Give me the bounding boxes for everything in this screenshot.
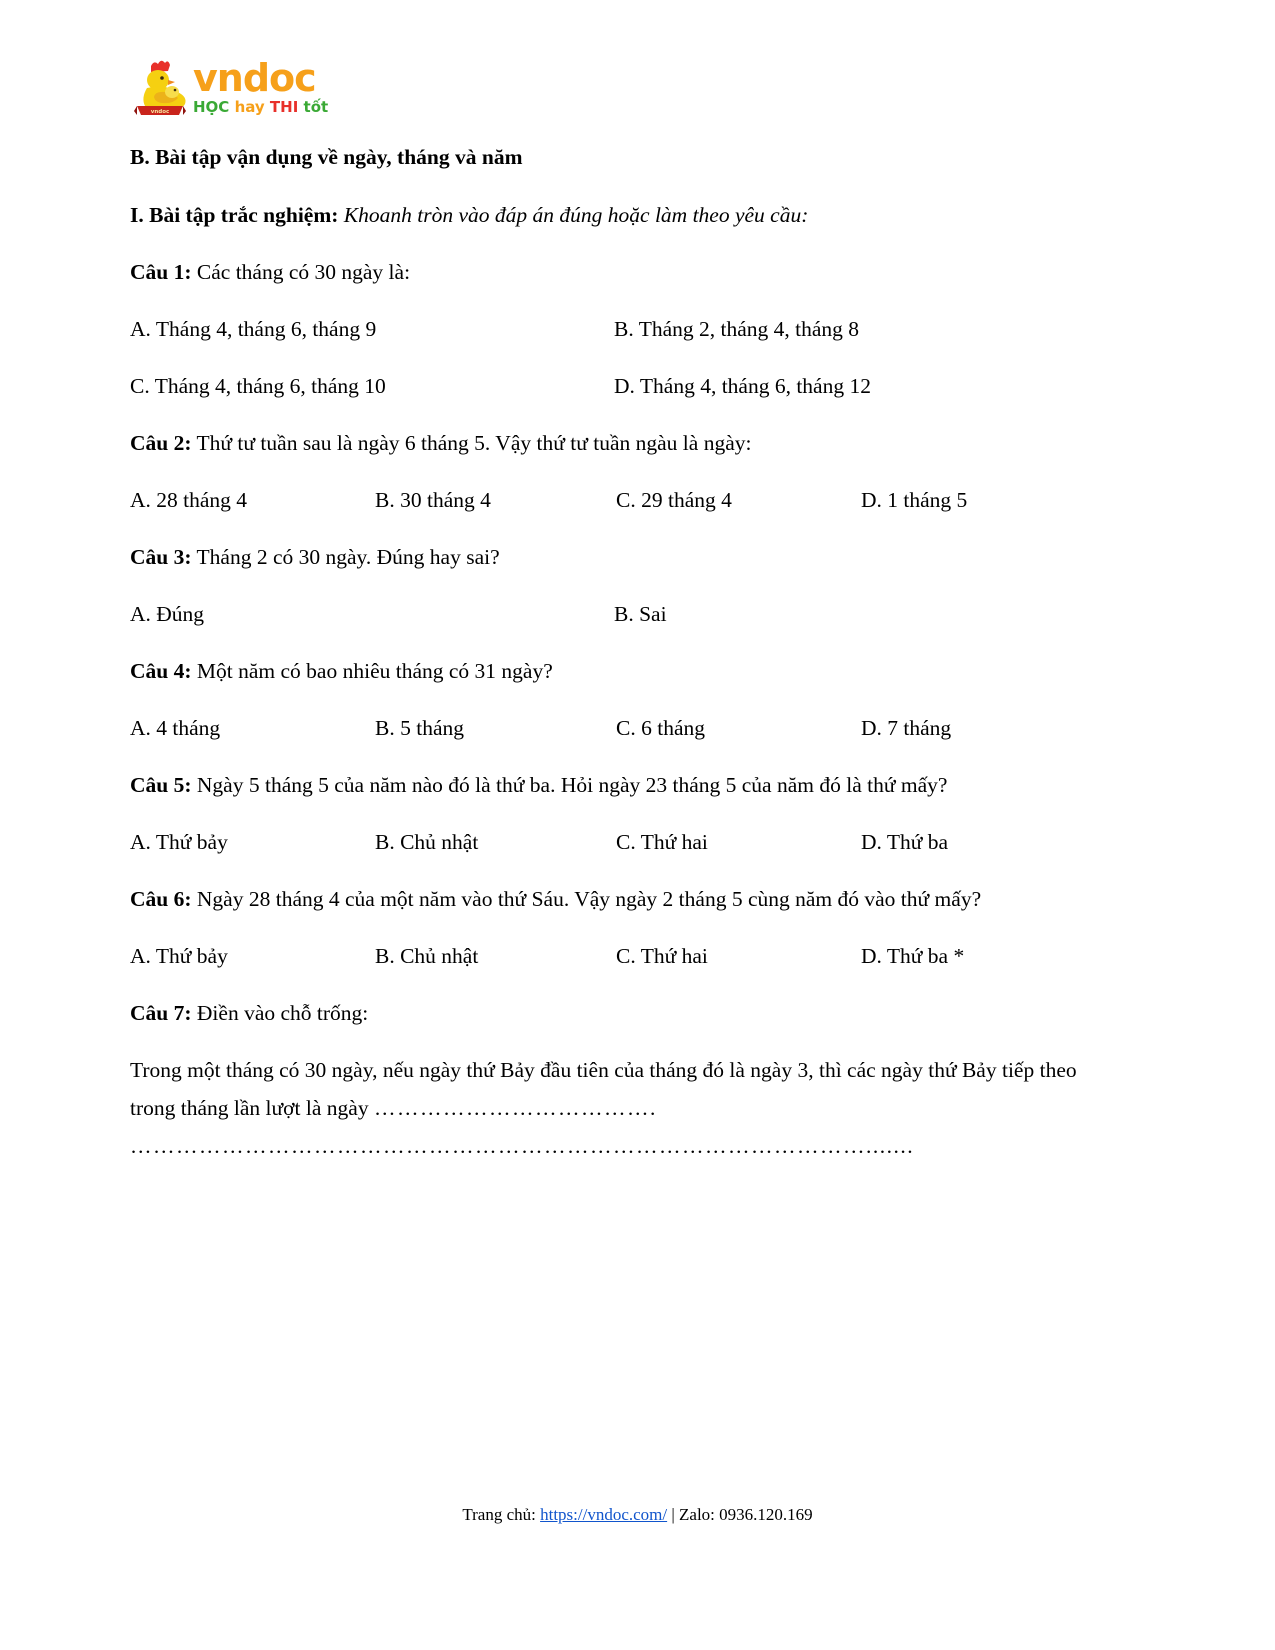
question-2-option-a[interactable]: A. 28 tháng 4 xyxy=(130,488,248,512)
tagline-thi: THI xyxy=(269,98,299,116)
question-4 xyxy=(130,652,1090,690)
chick-mascot-icon xyxy=(131,58,189,120)
vndoc-logo[interactable] xyxy=(131,58,328,128)
question-3-options-row xyxy=(130,595,1090,633)
question-4-label: Câu 4: xyxy=(130,659,192,683)
question-6-options-row xyxy=(130,937,1090,975)
question-2-text: Thứ tư tuần sau là ngày 6 tháng 5. Vậy thứ tư tuần ngàu là ngày: xyxy=(191,431,752,455)
question-5-option-d[interactable]: D. Thứ ba xyxy=(861,830,949,854)
tagline-hoc: HỌC xyxy=(193,98,230,116)
question-5-text: Ngày 5 tháng 5 của năm nào đó là thứ ba. Hỏi ngày 23 tháng 5 của năm đó là thứ mấy? xyxy=(191,773,948,797)
question-3-label: Câu 3: xyxy=(130,545,192,569)
question-5-label: Câu 5: xyxy=(130,773,192,797)
question-1 xyxy=(130,253,1090,291)
section-heading: B. Bài tập vận dụng về ngày, tháng và năm xyxy=(130,145,523,169)
part-instruction: Khoanh tròn vào đáp án đúng hoặc làm theo yêu cầu: xyxy=(338,203,809,227)
question-3-option-a[interactable]: A. Đúng xyxy=(130,602,205,626)
logo-tagline xyxy=(193,98,328,116)
question-2-label: Câu 2: xyxy=(130,431,192,455)
footer-prefix: Trang chủ: xyxy=(462,1505,541,1524)
fill-in-blank-2[interactable]: ……………………………………………………………………………………....... xyxy=(130,1134,915,1158)
logo-wordmark: vndoc xyxy=(193,56,316,100)
question-5 xyxy=(130,766,1090,804)
question-7-text: Điền vào chỗ trống: xyxy=(191,1001,369,1025)
svg-text:vndoc: vndoc xyxy=(150,109,170,115)
question-4-options-row xyxy=(130,709,1090,747)
part-instruction-line xyxy=(130,196,1090,234)
question-5-option-c[interactable]: C. Thứ hai xyxy=(616,830,708,854)
question-2-options-row xyxy=(130,481,1090,519)
question-1-option-c[interactable]: C. Tháng 4, tháng 6, tháng 10 xyxy=(130,374,386,398)
question-1-option-a[interactable]: A. Tháng 4, tháng 6, tháng 9 xyxy=(130,317,377,341)
question-1-option-b[interactable]: B. Tháng 2, tháng 4, tháng 8 xyxy=(614,317,860,341)
footer-suffix: | Zalo: 0936.120.169 xyxy=(667,1505,813,1524)
question-7 xyxy=(130,994,1090,1032)
document-body xyxy=(130,140,1090,1165)
tagline-tot: tốt xyxy=(303,98,329,116)
question-6-label: Câu 6: xyxy=(130,887,192,911)
part-label: I. Bài tập trắc nghiệm: xyxy=(130,203,339,227)
question-6-option-d[interactable]: D. Thứ ba * xyxy=(861,944,965,968)
page-footer xyxy=(0,1505,1275,1525)
fill-in-blank-1[interactable]: ………………………………. xyxy=(373,1096,657,1120)
question-1-options-row-2 xyxy=(130,367,1090,405)
question-3-option-b[interactable]: B. Sai xyxy=(614,602,667,626)
tagline-hay: hay xyxy=(234,98,265,116)
footer-homepage-link[interactable]: https://vndoc.com/ xyxy=(540,1505,668,1524)
logo-text xyxy=(193,58,328,116)
question-5-option-b[interactable]: B. Chủ nhật xyxy=(375,830,479,854)
question-2 xyxy=(130,424,1090,462)
question-1-text: Các tháng có 30 ngày là: xyxy=(191,260,411,284)
question-6-option-a[interactable]: A. Thứ bảy xyxy=(130,944,228,968)
question-1-options-row-1 xyxy=(130,310,1090,348)
question-2-option-d[interactable]: D. 1 tháng 5 xyxy=(861,488,968,512)
question-5-options-row xyxy=(130,823,1090,861)
question-4-option-a[interactable]: A. 4 tháng xyxy=(130,716,221,740)
question-5-option-a[interactable]: A. Thứ bảy xyxy=(130,830,228,854)
question-6-text: Ngày 28 tháng 4 của một năm vào thứ Sáu. Vậy ngày 2 tháng 5 cùng năm đó vào thứ mấy? xyxy=(191,887,982,911)
question-4-option-b[interactable]: B. 5 tháng xyxy=(375,716,464,740)
question-4-option-d[interactable]: D. 7 tháng xyxy=(861,716,952,740)
fill-in-paragraph xyxy=(130,1051,1090,1127)
question-7-label: Câu 7: xyxy=(130,1001,192,1025)
fill-in-text: Trong một tháng có 30 ngày, nếu ngày thứ Bảy đầu tiên của tháng đó là ngày 3, thì các ngày thứ Bảy tiếp theo trong tháng lần lượt là ngày xyxy=(130,1058,1077,1120)
question-6 xyxy=(130,880,1090,918)
question-2-option-c[interactable]: C. 29 tháng 4 xyxy=(616,488,732,512)
question-4-text: Một năm có bao nhiêu tháng có 31 ngày? xyxy=(191,659,553,683)
question-3-text: Tháng 2 có 30 ngày. Đúng hay sai? xyxy=(191,545,500,569)
question-1-option-d[interactable]: D. Tháng 4, tháng 6, tháng 12 xyxy=(614,374,871,398)
question-6-option-b[interactable]: B. Chủ nhật xyxy=(375,944,479,968)
fill-in-blank-line-2 xyxy=(130,1127,1090,1165)
question-3 xyxy=(130,538,1090,576)
question-4-option-c[interactable]: C. 6 tháng xyxy=(616,716,705,740)
question-2-option-b[interactable]: B. 30 tháng 4 xyxy=(375,488,491,512)
question-6-option-c[interactable]: C. Thứ hai xyxy=(616,944,708,968)
question-1-label: Câu 1: xyxy=(130,260,192,284)
